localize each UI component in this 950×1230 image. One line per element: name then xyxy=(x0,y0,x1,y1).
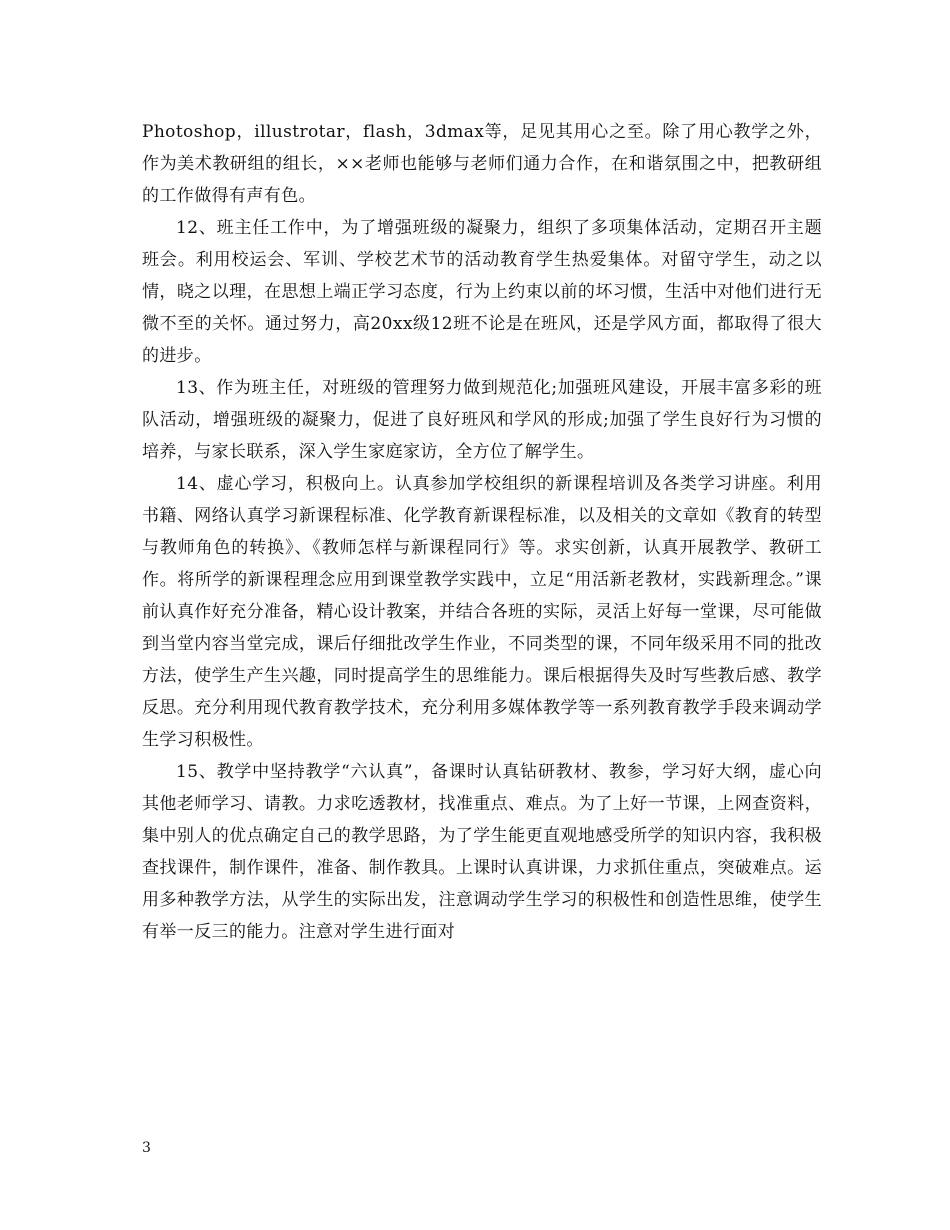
paragraph-item-14: 14、虚心学习，积极向上。认真参加学校组织的新课程培训及各类学习讲座。利用书籍、网络认真学习新课程标准、化学教育新课程标准，以及相关的文章如《教育的转型与教师角色的转换》、《教师怎样与新课程同行》等。求实创新，认真开展教学、教研工作。将所学的新课程理念应用到课堂教学实践中，立足“用活新老教材，实践新理念。”课前认真作好充分准备，精心设计教案，并结合各班的实际，灵活上好每一堂课，尽可能做到当堂内容当堂完成，课后仔细批改学生作业，不同类型的课，不同年级采用不同的批改方法，使学生产生兴趣，同时提高学生的思维能力。课后根据得失及时写些教后感、教学反思。充分利用现代教育教学技术，充分利用多媒体教学等一系列教育教学手段来调动学生学习积极性。 xyxy=(142,474,822,750)
paragraph-continuation: Photoshop，illustrotar，flash，3dmax等，足见其用心之至。除了用心教学之外，作为美术教研组的组长，××老师也能够与老师们通力合作，在和谐氛围之中，把教研组的工作做得有声有色。 xyxy=(142,122,822,206)
page-number: 3 xyxy=(142,1140,151,1156)
paragraph-item-15: 15、教学中坚持教学“六认真”，备课时认真钻研教材、教参，学习好大纲，虚心向其他老师学习、请教。力求吃透教材，找准重点、难点。为了上好一节课，上网查资料，集中别人的优点确定自己的教学思路，为了学生能更直观地感受所学的知识内容，我积极查找课件，制作课件，准备、制作教具。上课时认真讲课，力求抓住重点，突破难点。运用多种教学方法，从学生的实际出发，注意调动学生学习的积极性和创造性思维，使学生有举一反三的能力。注意对学生进行面对 xyxy=(142,762,822,942)
document-body xyxy=(142,116,822,948)
paragraph-item-12: 12、班主任工作中，为了增强班级的凝聚力，组织了多项集体活动，定期召开主题班会。利用校运会、军训、学校艺术节的活动教育学生热爱集体。对留守学生，动之以情，晓之以理，在思想上端正学习态度，行为上约束以前的坏习惯，生活中对他们进行无微不至的关怀。通过努力，高20xx级12班不论是在班风，还是学风方面，都取得了很大的进步。 xyxy=(142,218,822,366)
paragraph-item-13: 13、作为班主任，对班级的管理努力做到规范化;加强班风建设，开展丰富多彩的班队活动，增强班级的凝聚力，促进了良好班风和学风的形成;加强了学生良好行为习惯的培养，与家长联系，深入学生家庭家访，全方位了解学生。 xyxy=(142,378,822,462)
